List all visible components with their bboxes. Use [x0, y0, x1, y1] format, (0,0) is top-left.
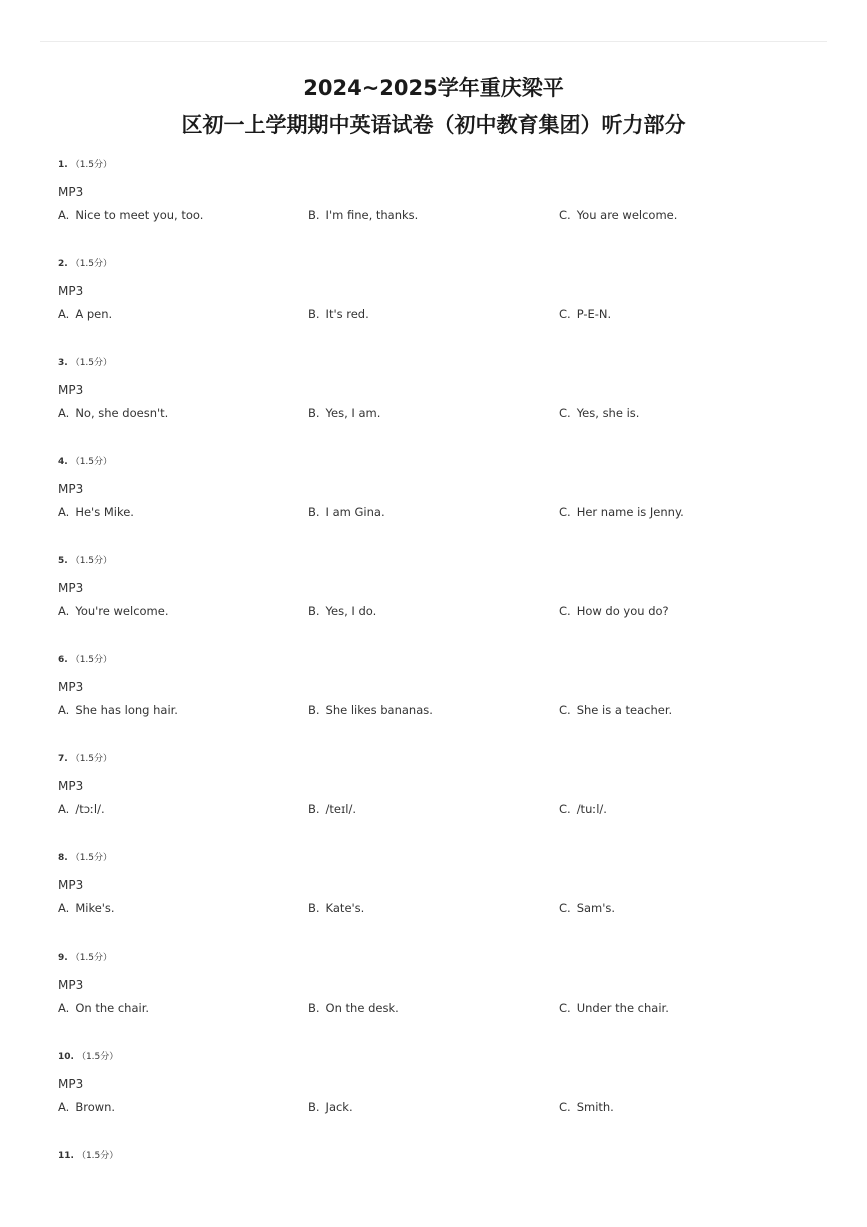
question-header — [58, 456, 112, 468]
question-header — [58, 1051, 118, 1063]
option-text: Smith. — [576, 1100, 614, 1114]
option-letter: C. — [559, 901, 571, 915]
option-text: Yes, she is. — [576, 406, 640, 420]
option-text: Mike's. — [75, 901, 115, 915]
option-text: On the chair. — [75, 1001, 150, 1015]
option-letter: A. — [58, 901, 70, 915]
question-score: （1.5分） — [70, 655, 113, 665]
option-letter: A. — [58, 208, 70, 222]
question-score: （1.5分） — [70, 160, 113, 170]
option-a[interactable] — [58, 1001, 149, 1016]
option-letter: A. — [58, 604, 70, 618]
option-letter: B. — [308, 1001, 320, 1015]
question-header — [58, 753, 112, 765]
option-text: It's red. — [325, 307, 369, 321]
option-a[interactable] — [58, 1100, 115, 1115]
option-b[interactable] — [308, 604, 376, 619]
question-header — [58, 852, 112, 864]
option-text: Sam's. — [576, 901, 616, 915]
option-text: Yes, I do. — [325, 604, 377, 618]
audio-label[interactable]: MP3 — [58, 1077, 84, 1091]
option-b[interactable] — [308, 307, 369, 322]
option-letter: B. — [308, 1100, 320, 1114]
option-text: Her name is Jenny. — [576, 505, 684, 519]
question-2 — [0, 258, 867, 358]
option-c[interactable] — [559, 307, 611, 322]
option-text: Yes, I am. — [325, 406, 381, 420]
option-a[interactable] — [58, 208, 203, 223]
option-b[interactable] — [308, 901, 364, 916]
option-a[interactable] — [58, 505, 134, 520]
option-letter: C. — [559, 406, 571, 420]
question-number: 11. — [58, 1151, 74, 1161]
option-letter: B. — [308, 307, 320, 321]
option-text: I'm fine, thanks. — [325, 208, 419, 222]
audio-label[interactable]: MP3 — [58, 185, 84, 199]
option-text: P-E-N. — [576, 307, 612, 321]
question-7 — [0, 753, 867, 853]
option-a[interactable] — [58, 406, 168, 421]
option-letter: B. — [308, 802, 320, 816]
option-letter: B. — [308, 505, 320, 519]
question-number: 6. — [58, 655, 68, 665]
question-number: 10. — [58, 1052, 74, 1062]
option-letter: C. — [559, 703, 571, 717]
audio-label[interactable]: MP3 — [58, 482, 84, 496]
question-3 — [0, 357, 867, 457]
option-letter: A. — [58, 703, 70, 717]
option-text: How do you do? — [576, 604, 669, 618]
option-text: Brown. — [75, 1100, 116, 1114]
question-header — [58, 555, 112, 567]
option-text: A pen. — [75, 307, 113, 321]
question-number: 7. — [58, 754, 68, 764]
option-b[interactable] — [308, 703, 433, 718]
option-a[interactable] — [58, 307, 112, 322]
question-number: 1. — [58, 160, 68, 170]
option-letter: A. — [58, 307, 70, 321]
question-number: 4. — [58, 457, 68, 467]
audio-label[interactable]: MP3 — [58, 978, 84, 992]
option-text: He's Mike. — [75, 505, 134, 519]
page-title-line-2: 区初一上学期期中英语试卷（初中教育集团）听力部分 — [181, 113, 686, 137]
question-score: （1.5分） — [70, 358, 113, 368]
audio-label[interactable]: MP3 — [58, 878, 84, 892]
option-text: Jack. — [325, 1100, 353, 1114]
option-c[interactable] — [559, 802, 607, 817]
question-score: （1.5分） — [70, 457, 113, 467]
option-letter: C. — [559, 1100, 571, 1114]
option-c[interactable] — [559, 703, 672, 718]
option-text: You're welcome. — [75, 604, 169, 618]
audio-label[interactable]: MP3 — [58, 383, 84, 397]
question-header — [58, 952, 112, 964]
option-c[interactable] — [559, 1001, 669, 1016]
audio-label[interactable]: MP3 — [58, 284, 84, 298]
question-number: 9. — [58, 953, 68, 963]
page-title-line-1: 2024~2025学年重庆梁平 — [303, 76, 564, 100]
option-letter: A. — [58, 505, 70, 519]
option-letter: C. — [559, 307, 571, 321]
question-score: （1.5分） — [76, 1151, 119, 1161]
option-b[interactable] — [308, 802, 356, 817]
option-letter: A. — [58, 1001, 70, 1015]
question-number: 8. — [58, 853, 68, 863]
option-text: Kate's. — [325, 901, 365, 915]
option-letter: C. — [559, 1001, 571, 1015]
option-text: Nice to meet you, too. — [75, 208, 204, 222]
question-header — [58, 654, 112, 666]
option-letter: C. — [559, 802, 571, 816]
option-letter: B. — [308, 901, 320, 915]
option-c[interactable] — [559, 901, 615, 916]
option-text: You are welcome. — [576, 208, 678, 222]
question-header — [58, 1150, 118, 1162]
audio-label[interactable]: MP3 — [58, 680, 84, 694]
option-letter: A. — [58, 1100, 70, 1114]
option-text: I am Gina. — [325, 505, 385, 519]
question-number: 2. — [58, 259, 68, 269]
option-text: On the desk. — [325, 1001, 399, 1015]
question-score: （1.5分） — [70, 259, 113, 269]
question-10 — [0, 1051, 867, 1151]
option-c[interactable] — [559, 505, 684, 520]
option-b[interactable] — [308, 1001, 399, 1016]
option-c[interactable] — [559, 1100, 614, 1115]
question-4 — [0, 456, 867, 556]
option-text: /tuːl/. — [576, 802, 607, 816]
option-text: /teɪl/. — [325, 802, 357, 816]
option-a[interactable] — [58, 604, 169, 619]
top-divider — [40, 41, 827, 42]
option-text: No, she doesn't. — [75, 406, 169, 420]
option-letter: A. — [58, 406, 70, 420]
question-score: （1.5分） — [70, 953, 113, 963]
option-text: She likes bananas. — [325, 703, 433, 717]
option-b[interactable] — [308, 406, 380, 421]
option-a[interactable] — [58, 901, 115, 916]
option-a[interactable] — [58, 802, 105, 817]
option-text: /tɔːl/. — [75, 802, 105, 816]
option-c[interactable] — [559, 208, 677, 223]
question-1 — [0, 159, 867, 259]
option-c[interactable] — [559, 604, 669, 619]
option-letter: C. — [559, 505, 571, 519]
question-score: （1.5分） — [76, 1052, 119, 1062]
question-number: 5. — [58, 556, 68, 566]
option-text: She is a teacher. — [576, 703, 673, 717]
question-8 — [0, 852, 867, 952]
question-score: （1.5分） — [70, 853, 113, 863]
question-11 — [0, 1150, 867, 1180]
option-text: She has long hair. — [75, 703, 178, 717]
question-9 — [0, 952, 867, 1052]
question-header — [58, 258, 112, 270]
option-letter: C. — [559, 604, 571, 618]
option-b[interactable] — [308, 208, 418, 223]
option-letter: A. — [58, 802, 70, 816]
option-letter: C. — [559, 208, 571, 222]
option-a[interactable] — [58, 703, 178, 718]
question-number: 3. — [58, 358, 68, 368]
question-header — [58, 357, 112, 369]
option-b[interactable] — [308, 1100, 353, 1115]
option-text: Under the chair. — [576, 1001, 669, 1015]
question-6 — [0, 654, 867, 754]
question-score: （1.5分） — [70, 556, 113, 566]
option-b[interactable] — [308, 505, 385, 520]
question-header — [58, 159, 112, 171]
option-c[interactable] — [559, 406, 639, 421]
option-letter: B. — [308, 604, 320, 618]
option-letter: B. — [308, 703, 320, 717]
question-score: （1.5分） — [70, 754, 113, 764]
audio-label[interactable]: MP3 — [58, 581, 84, 595]
audio-label[interactable]: MP3 — [58, 779, 84, 793]
option-letter: B. — [308, 406, 320, 420]
question-5 — [0, 555, 867, 655]
option-letter: B. — [308, 208, 320, 222]
